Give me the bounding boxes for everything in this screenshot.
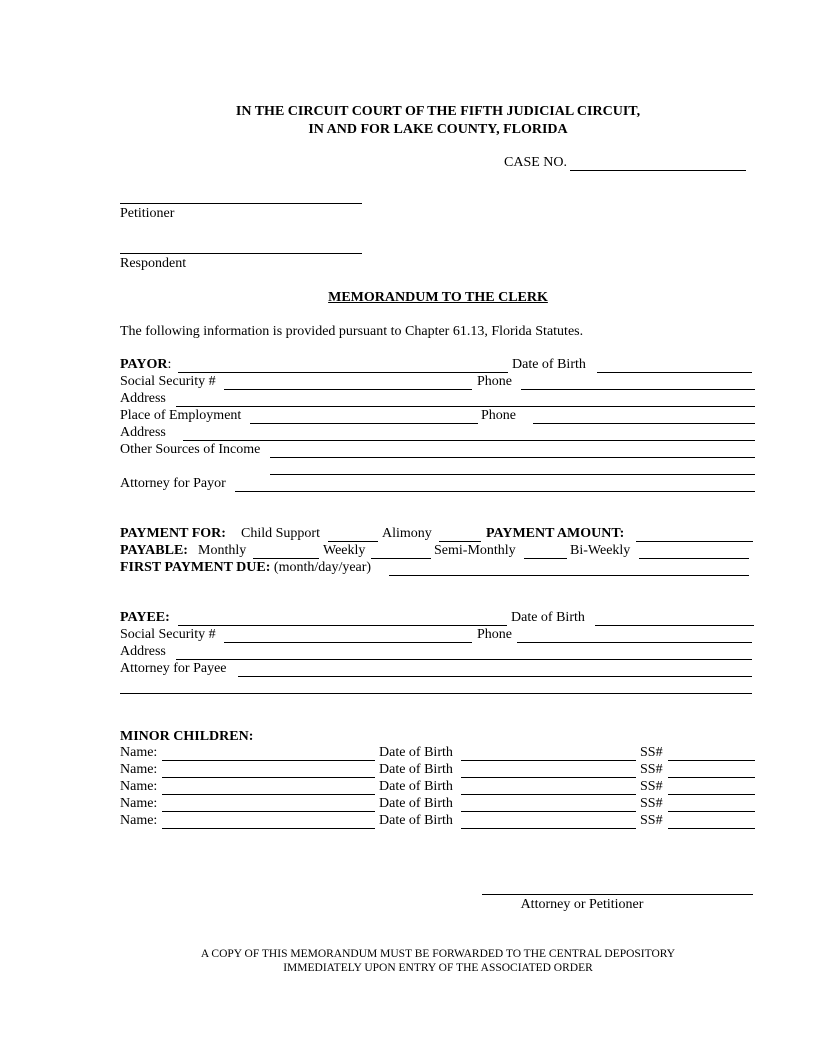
- payor-attorney-field[interactable]: [235, 491, 755, 492]
- child-dob-label: Date of Birth: [379, 813, 453, 828]
- case-no-label: CASE NO.: [504, 155, 568, 170]
- child-dob-label: Date of Birth: [379, 762, 453, 777]
- payor-other-income-label: Other Sources of Income: [120, 442, 261, 457]
- child-name-label: Name:: [120, 745, 158, 760]
- child-name-label: Name:: [120, 762, 158, 777]
- child-name-field[interactable]: [162, 777, 375, 778]
- payor-employment-phone-label: Phone: [481, 408, 516, 423]
- child-name-label: Name:: [120, 779, 158, 794]
- child-dob-label: Date of Birth: [379, 796, 453, 811]
- court-name-line1: IN THE CIRCUIT COURT OF THE FIFTH JUDICIAL CIRCUIT,: [235, 104, 641, 119]
- child-dob-field[interactable]: [461, 794, 636, 795]
- payment-amount-label: PAYMENT AMOUNT:: [486, 526, 625, 541]
- payee-phone-field[interactable]: [517, 642, 752, 643]
- petitioner-label: Petitioner: [120, 206, 175, 221]
- payee-dob-field[interactable]: [595, 625, 754, 626]
- footer-line2: IMMEDIATELY UPON ENTRY OF THE ASSOCIATED ORDER: [283, 962, 593, 974]
- child-ss-field[interactable]: [668, 811, 755, 812]
- child-dob-field[interactable]: [461, 760, 636, 761]
- court-name-line2: IN AND FOR LAKE COUNTY, FLORIDA: [308, 122, 568, 137]
- alimony-label: Alimony: [382, 526, 432, 541]
- payee-phone-label: Phone: [477, 627, 512, 642]
- child-ss-label: SS#: [640, 813, 663, 828]
- child-name-field[interactable]: [162, 828, 375, 829]
- child-name-field[interactable]: [162, 811, 375, 812]
- alimony-field[interactable]: [439, 541, 481, 542]
- signature-field[interactable]: [482, 894, 753, 895]
- monthly-label: Monthly: [198, 543, 247, 558]
- payee-name-field[interactable]: [178, 625, 507, 626]
- intro-text: The following information is provided pursuant to Chapter 61.13, Florida Statutes.: [120, 324, 584, 339]
- payee-ssn-label: Social Security #: [120, 627, 216, 642]
- semi-monthly-field[interactable]: [524, 558, 567, 559]
- payor-employment-phone-field[interactable]: [533, 423, 755, 424]
- bi-weekly-field[interactable]: [639, 558, 749, 559]
- payee-attorney-field-2[interactable]: [120, 693, 752, 694]
- respondent-label: Respondent: [120, 256, 187, 271]
- footer-line1: A COPY OF THIS MEMORANDUM MUST BE FORWARDED TO THE CENTRAL DEPOSITORY: [200, 948, 676, 960]
- weekly-field[interactable]: [371, 558, 431, 559]
- payee-attorney-label: Attorney for Payee: [120, 661, 227, 676]
- child-name-label: Name:: [120, 813, 158, 828]
- payor-dob-field[interactable]: [597, 372, 752, 373]
- memo-title: MEMORANDUM TO THE CLERK: [328, 290, 548, 305]
- payable-label: PAYABLE:: [120, 543, 188, 558]
- payor-label: PAYOR:: [120, 357, 172, 372]
- payor-employment-address-field[interactable]: [183, 440, 755, 441]
- semi-monthly-label: Semi-Monthly: [434, 543, 516, 558]
- child-dob-label: Date of Birth: [379, 779, 453, 794]
- child-ss-label: SS#: [640, 779, 663, 794]
- child-dob-field[interactable]: [461, 811, 636, 812]
- payee-address-label: Address: [120, 644, 166, 659]
- payment-for-label: PAYMENT FOR:: [120, 526, 226, 541]
- child-support-field[interactable]: [328, 541, 378, 542]
- child-name-field[interactable]: [162, 760, 375, 761]
- payor-employment-label: Place of Employment: [120, 408, 242, 423]
- child-name-label: Name:: [120, 796, 158, 811]
- child-dob-field[interactable]: [461, 828, 636, 829]
- child-ss-label: SS#: [640, 745, 663, 760]
- payor-ssn-field[interactable]: [224, 389, 472, 390]
- payor-other-income-field-2[interactable]: [270, 474, 755, 475]
- payee-attorney-field[interactable]: [238, 676, 752, 677]
- child-ss-field[interactable]: [668, 794, 755, 795]
- child-name-field[interactable]: [162, 794, 375, 795]
- first-payment-due: FIRST PAYMENT DUE: (month/day/year): [120, 560, 372, 575]
- respondent-field[interactable]: [120, 253, 362, 254]
- bi-weekly-label: Bi-Weekly: [570, 543, 631, 558]
- payee-ssn-field[interactable]: [224, 642, 472, 643]
- weekly-label: Weekly: [323, 543, 366, 558]
- payor-ssn-label: Social Security #: [120, 374, 216, 389]
- payment-amount-field[interactable]: [636, 541, 753, 542]
- payee-label: PAYEE:: [120, 610, 170, 625]
- payor-dob-label: Date of Birth: [512, 357, 586, 372]
- payee-address-field[interactable]: [176, 659, 752, 660]
- payor-employment-field[interactable]: [250, 423, 478, 424]
- child-ss-field[interactable]: [668, 777, 755, 778]
- petitioner-field[interactable]: [120, 203, 362, 204]
- case-no-field[interactable]: [570, 170, 746, 171]
- payor-name-field[interactable]: [178, 372, 508, 373]
- first-payment-due-field[interactable]: [389, 575, 749, 576]
- monthly-field[interactable]: [253, 558, 319, 559]
- child-ss-label: SS#: [640, 762, 663, 777]
- payor-employment-address-label: Address: [120, 425, 166, 440]
- payor-other-income-field[interactable]: [270, 457, 755, 458]
- child-ss-field[interactable]: [668, 760, 755, 761]
- child-ss-field[interactable]: [668, 828, 755, 829]
- payor-phone-field[interactable]: [521, 389, 755, 390]
- payor-address-field[interactable]: [176, 406, 755, 407]
- payor-address-label: Address: [120, 391, 166, 406]
- child-dob-field[interactable]: [461, 777, 636, 778]
- child-support-label: Child Support: [241, 526, 320, 541]
- payee-dob-label: Date of Birth: [511, 610, 585, 625]
- child-ss-label: SS#: [640, 796, 663, 811]
- minor-children-label: MINOR CHILDREN:: [120, 729, 254, 744]
- payor-phone-label: Phone: [477, 374, 512, 389]
- signature-label: Attorney or Petitioner: [520, 897, 644, 912]
- child-dob-label: Date of Birth: [379, 745, 453, 760]
- payor-attorney-label: Attorney for Payor: [120, 476, 226, 491]
